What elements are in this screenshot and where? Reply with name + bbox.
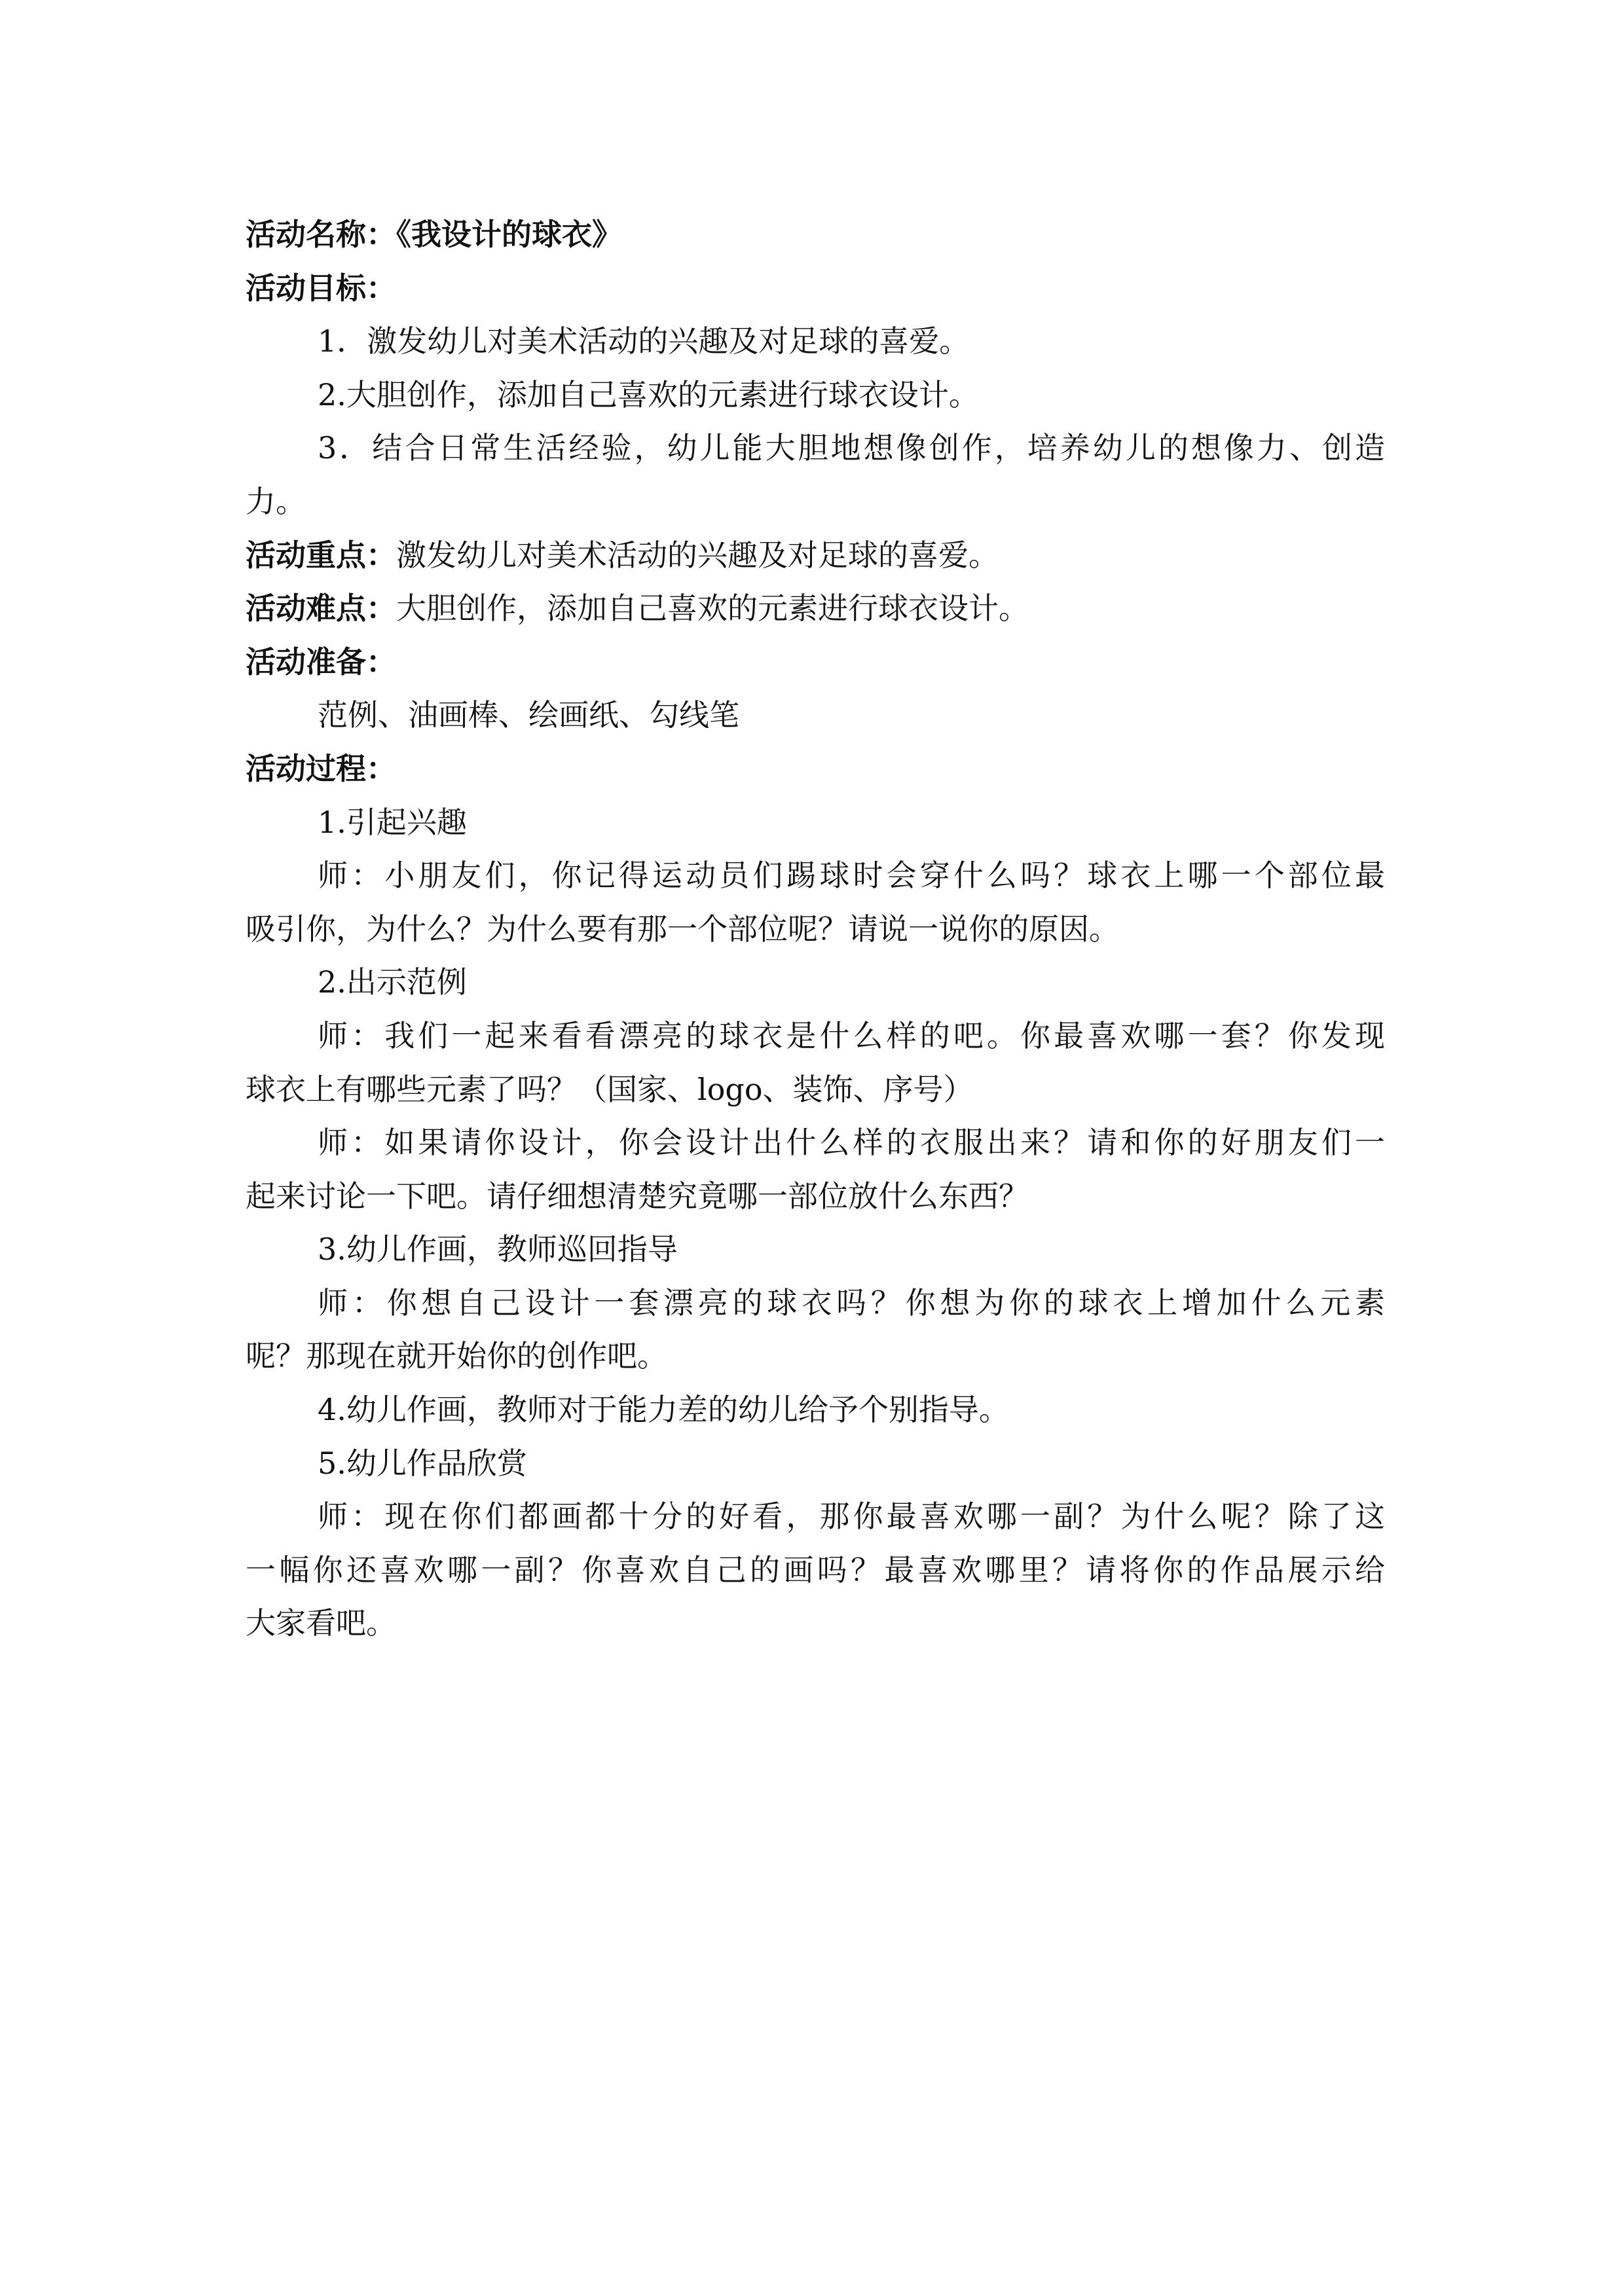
goal-1: 1．激发幼儿对美术活动的兴趣及对足球的喜爱。 (318, 323, 970, 359)
step-5-text-continued-1: 一幅你还喜欢哪一副？你喜欢自己的画吗？最喜欢哪里？请将你的作品展示给 (246, 1552, 1385, 1588)
step-3-text-continued: 呢？那现在就开始你的创作吧。 (246, 1338, 667, 1374)
key-point-line (246, 529, 1385, 583)
step-5-text-continued-2: 大家看吧。 (246, 1605, 396, 1641)
document-page (246, 208, 1385, 1650)
goal-2: 2.大胆创作，添加自己喜欢的元素进行球衣设计。 (318, 376, 979, 412)
activity-name-line (246, 208, 1385, 262)
step-1-text: 师：小朋友们，你记得运动员们踢球时会穿什么吗？球衣上哪一个部位最 (318, 858, 1385, 894)
step-3-heading: 3.幼儿作画，教师巡回指导 (318, 1231, 678, 1267)
difficulty-label: 活动难点： (246, 591, 396, 627)
key-point-label: 活动重点： (246, 537, 396, 573)
step-2-text-a-continued: 球衣上有哪些元素了吗？（国家、logo、装饰、序号） (246, 1071, 974, 1107)
goal-3-continued: 力。 (246, 483, 306, 519)
process-heading: 活动过程： (246, 750, 396, 786)
step-5-text: 师：现在你们都画都十分的好看，那你最喜欢哪一副？为什么呢？除了这 (318, 1499, 1385, 1535)
step-4-heading: 4.幼儿作画，教师对于能力差的幼儿给予个别指导。 (318, 1392, 1009, 1428)
step-1-text-continued: 吸引你，为什么？为什么要有那一个部位呢？请说一说你的原因。 (246, 911, 1119, 947)
step-2-text-a: 师：我们一起来看看漂亮的球衣是什么样的吧。你最喜欢哪一套？你发现 (318, 1017, 1385, 1053)
step-2-text-b-continued: 起来讨论一下吧。请仔细想清楚究竟哪一部位放什么东西？ (246, 1178, 1029, 1214)
step-2-heading: 2.出示范例 (318, 964, 467, 1000)
difficulty-line (246, 582, 1385, 636)
step-1-heading: 1.引起兴趣 (318, 804, 467, 840)
preparation-heading: 活动准备： (246, 644, 396, 680)
goal-3: 3．结合日常生活经验，幼儿能大胆地想像创作，培养幼儿的想像力、创造 (318, 430, 1385, 466)
step-2-text-b: 师：如果请你设计，你会设计出什么样的衣服出来？请和你的好朋友们一 (318, 1125, 1385, 1161)
difficulty-text: 大胆创作，添加自己喜欢的元素进行球衣设计。 (396, 591, 1029, 627)
activity-title: 《我设计的球衣》 (396, 217, 622, 252)
goals-heading: 活动目标： (246, 270, 396, 306)
activity-name-label: 活动名称： (246, 217, 396, 252)
step-3-text: 师：你想自己设计一套漂亮的球衣吗？你想为你的球衣上增加什么元素 (318, 1285, 1385, 1321)
key-point-text: 激发幼儿对美术活动的兴趣及对足球的喜爱。 (396, 537, 999, 573)
step-5-heading: 5.幼儿作品欣赏 (318, 1445, 527, 1481)
preparation-materials: 范例、油画棒、绘画纸、勾线笔 (318, 697, 739, 733)
